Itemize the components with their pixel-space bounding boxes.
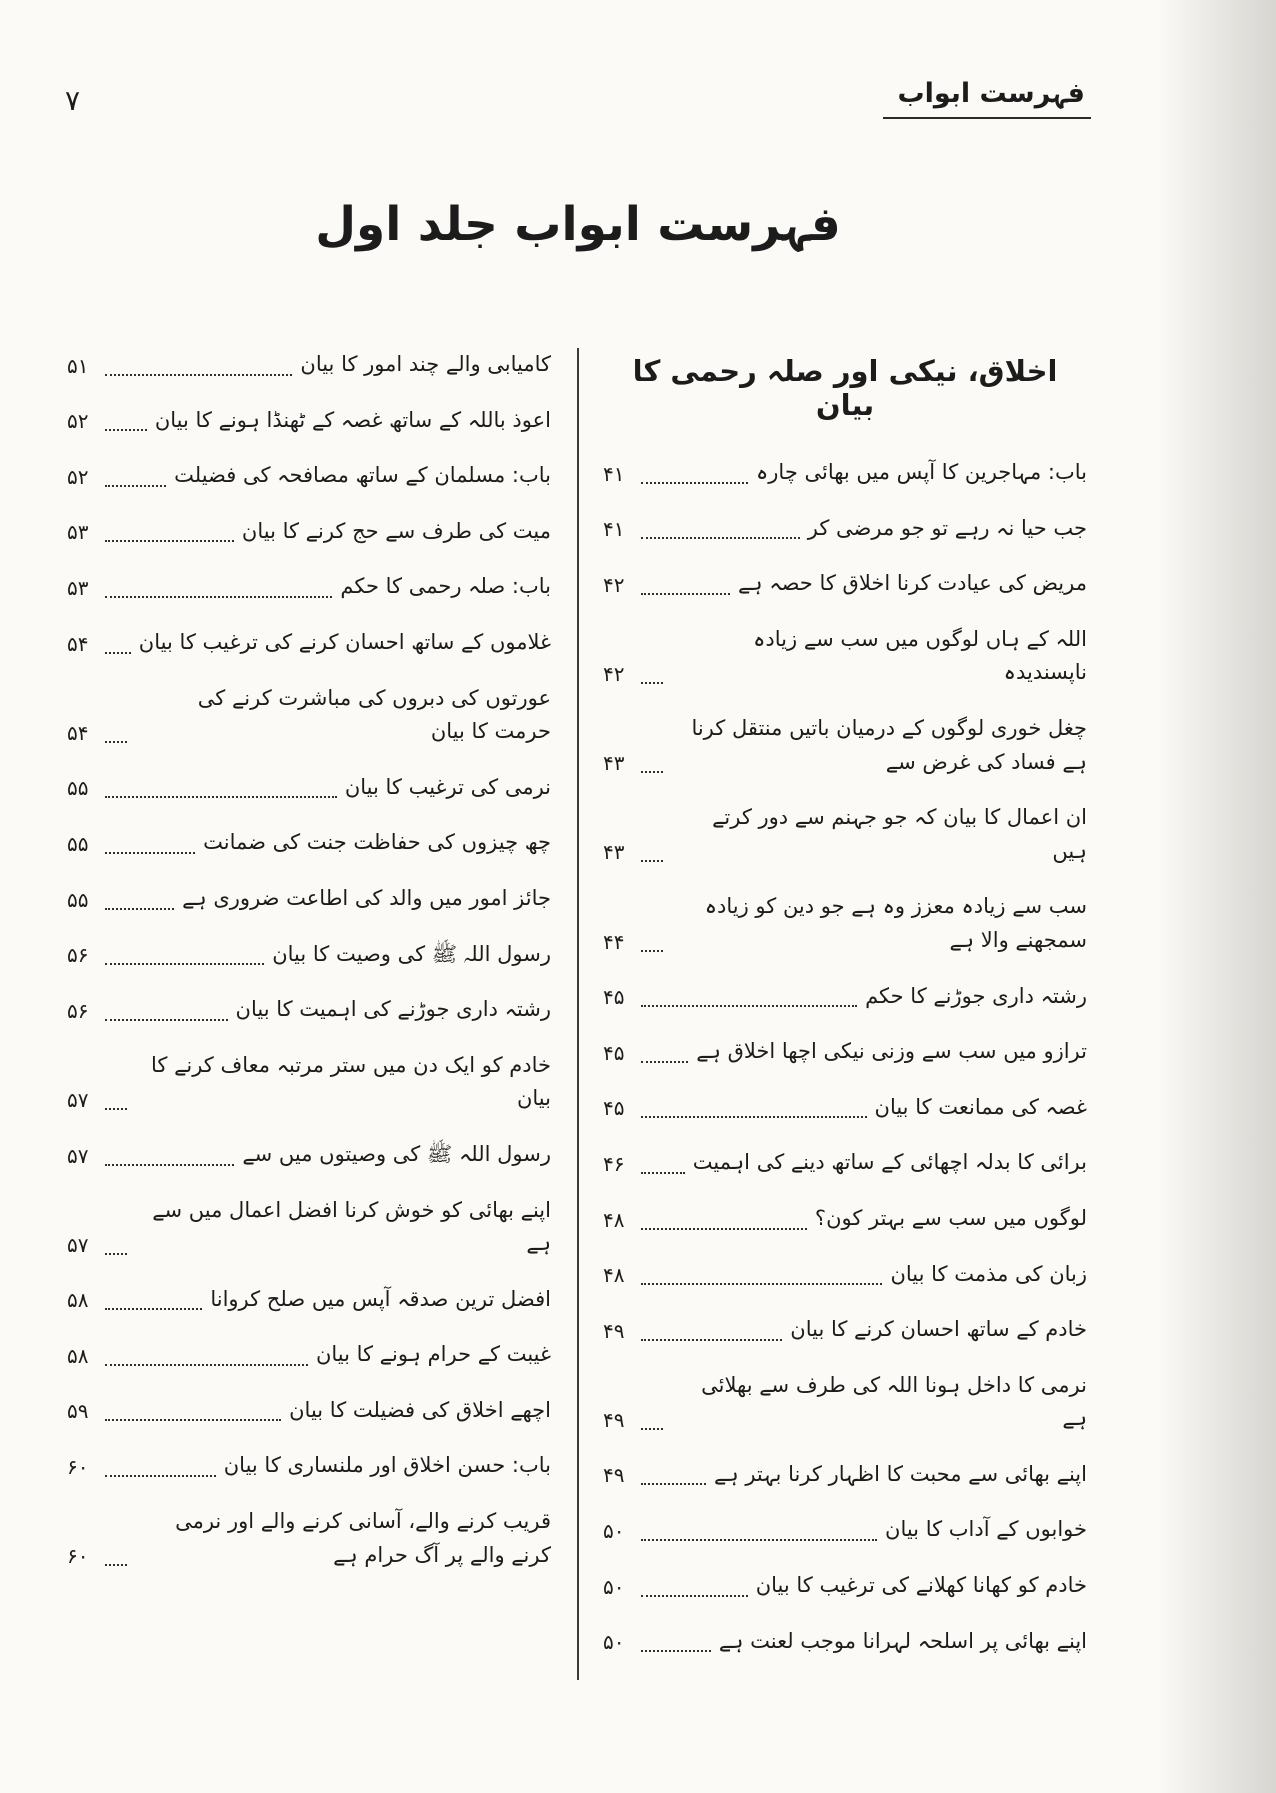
dotted-leader (641, 1339, 782, 1341)
toc-entry-page: ۴۳ (603, 840, 625, 865)
toc-entry-page: ۴۸ (603, 1263, 625, 1288)
toc-entry-title: جائز امور میں والد کی اطاعت ضروری ہے (182, 885, 551, 910)
toc-entry-page: ۴۸ (603, 1207, 625, 1232)
toc-entry-page: ۴۱ (603, 517, 625, 542)
dotted-leader (105, 1364, 308, 1366)
dotted-leader (105, 1164, 234, 1166)
toc-entry-title: ترازو میں سب سے وزنی نیکی اچھا اخلاق ہے (696, 1039, 1087, 1064)
dotted-leader (105, 1475, 216, 1477)
toc-entry-page: ۵۴ (67, 631, 89, 656)
dotted-leader (641, 1228, 807, 1230)
dotted-leader (105, 852, 195, 854)
toc-entry (67, 515, 551, 549)
toc-entry-title: اعوذ باللہ کے ساتھ غصہ کے ٹھنڈا ہونے کا بیان (154, 407, 551, 432)
toc-entry-title: افضل ترین صدقہ آپس میں صلح کروانا (210, 1286, 551, 1311)
toc-entry-title: قریب کرنے والے، آسانی کرنے والے اور نرمی کرنے والے پر آگ حرام ہے (175, 1509, 551, 1567)
dotted-leader (105, 1253, 127, 1255)
dotted-leader (105, 1019, 228, 1021)
page-number: ۷ (65, 84, 81, 117)
toc-entry-page: ۴۱ (603, 461, 625, 486)
toc-entry-page: ۵۰ (603, 1519, 625, 1544)
dotted-leader (641, 682, 663, 684)
toc-entry-title: غصہ کی ممانعت کا بیان (874, 1094, 1087, 1119)
toc-entry-title: رسول اللہ ﷺ کی وصیت کا بیان (272, 941, 551, 966)
toc-entry-title: چھ چیزوں کی حفاظت جنت کی ضمانت (203, 830, 551, 855)
page-title: فہرست ابواب جلد اول (315, 197, 841, 252)
dotted-leader (641, 1283, 882, 1285)
toc-entry-title: اپنے بھائی پر اسلحہ لہرانا موجب لعنت ہے (718, 1628, 1087, 1653)
toc-entry-page: ۵۷ (67, 1087, 89, 1112)
dotted-leader (641, 1005, 857, 1007)
toc-entry (603, 1513, 1087, 1547)
toc-entry-page: ۵۶ (67, 998, 89, 1023)
toc-entry-title: زبان کی مذمت کا بیان (890, 1261, 1087, 1286)
toc-entry-title: باب: مسلمان کے ساتھ مصافحہ کی فضیلت (174, 463, 551, 488)
toc-entry (603, 1258, 1087, 1292)
toc-entry-page: ۵۰ (603, 1630, 625, 1655)
toc-entry-page: ۵۰ (603, 1574, 625, 1599)
toc-entry (603, 1458, 1087, 1492)
toc-entry-title: اپنے بھائی کو خوش کرنا افضل اعمال میں سے ہے (152, 1197, 551, 1256)
toc-entry (67, 348, 551, 382)
toc-entry (67, 570, 551, 604)
toc-entry-page: ۵۱ (67, 353, 89, 378)
toc-entry-page: ۴۵ (603, 985, 625, 1010)
toc-entry (67, 882, 551, 916)
toc-entry-page: ۵۵ (67, 887, 89, 912)
toc-entry (603, 1313, 1087, 1347)
toc-entry-page: ۴۲ (603, 661, 625, 686)
toc-entry-title: نرمی کی ترغیب کا بیان (344, 774, 551, 799)
dotted-leader (641, 1539, 877, 1541)
toc-entry (603, 456, 1087, 490)
toc-entry-title: جب حیا نہ رہے تو جو مرضی کر (807, 515, 1087, 540)
dotted-leader (641, 1650, 711, 1652)
toc-entry-page: ۵۳ (67, 520, 89, 545)
dotted-leader (105, 1564, 127, 1566)
toc-entry (67, 1283, 551, 1317)
dotted-leader (105, 429, 147, 431)
toc-entry (603, 1625, 1087, 1659)
toc-entry-page: ۴۵ (603, 1040, 625, 1065)
running-header: فہرست ابواب (883, 78, 1091, 119)
toc-columns (65, 348, 1091, 1680)
toc-entry-title: اللہ کے ہاں لوگوں میں سب سے زیادہ ناپسندیدہ (753, 626, 1087, 685)
toc-entry-title: باب: حسن اخلاق اور ملنساری کا بیان (223, 1453, 551, 1478)
toc-entry (67, 1138, 551, 1172)
toc-entry (603, 801, 1087, 868)
dotted-leader (105, 540, 234, 542)
toc-entry (603, 1091, 1087, 1125)
toc-entry (67, 938, 551, 972)
dotted-leader (641, 1116, 867, 1118)
toc-entry-page: ۵۹ (67, 1399, 89, 1424)
toc-entry (67, 771, 551, 805)
toc-entry-title: خادم کو کھانا کھلانے کی ترغیب کا بیان (755, 1573, 1087, 1598)
toc-entry-page: ۵۴ (67, 720, 89, 745)
toc-entry-page: ۵۲ (67, 409, 89, 434)
toc-entry-title: اپنے بھائی سے محبت کا اظہار کرنا بہتر ہے (714, 1461, 1087, 1486)
toc-entry (67, 1505, 551, 1572)
toc-entry-title: غیبت کے حرام ہونے کا بیان (315, 1342, 551, 1367)
dotted-leader (641, 950, 663, 952)
toc-entry-page: ۴۹ (603, 1318, 625, 1343)
toc-entry-title: باب: صلہ رحمی کا حکم (340, 574, 551, 599)
toc-entry (603, 512, 1087, 546)
dotted-leader (641, 1061, 688, 1063)
toc-entry-title: برائی کا بدلہ اچھائی کے ساتھ دینے کی اہمیت (692, 1150, 1087, 1175)
dotted-leader (641, 860, 663, 862)
toc-entry-page: ۵۳ (67, 575, 89, 600)
dotted-leader (105, 652, 131, 654)
page-header (65, 78, 1091, 119)
toc-entry-page: ۵۷ (67, 1232, 89, 1257)
toc-entry-page: ۵۸ (67, 1343, 89, 1368)
toc-column-left (65, 348, 577, 1680)
dotted-leader (105, 963, 264, 965)
toc-entry-title: خادم کے ساتھ احسان کرنے کا بیان (790, 1317, 1087, 1342)
toc-entry (603, 980, 1087, 1014)
toc-entry (603, 1146, 1087, 1180)
dotted-leader (105, 1108, 127, 1110)
toc-entry-title: چغل خوری لوگوں کے درمیان باتیں منتقل کرنا ہے فساد کی غرض سے (691, 715, 1087, 774)
dotted-leader (641, 537, 800, 539)
dotted-leader (641, 1172, 685, 1174)
toc-entry-title: میت کی طرف سے حج کرنے کا بیان (241, 518, 551, 543)
dotted-leader (641, 1428, 663, 1430)
dotted-leader (641, 1595, 748, 1597)
dotted-leader (641, 482, 748, 484)
section-heading: اخلاق، نیکی اور صلہ رحمی کا بیان (632, 354, 1058, 422)
toc-entry (67, 1194, 551, 1261)
toc-entry-title: عورتوں کی دبروں کی مباشرت کرنے کی حرمت کا بیان (197, 685, 551, 744)
toc-entry (603, 1569, 1087, 1603)
toc-entry-page: ۵۸ (67, 1288, 89, 1313)
toc-entry-page: ۴۴ (603, 929, 625, 954)
toc-entry-page: ۴۹ (603, 1463, 625, 1488)
toc-entry-page: ۴۶ (603, 1151, 625, 1176)
dotted-leader (105, 596, 332, 598)
dotted-leader (105, 1419, 281, 1421)
toc-entry (67, 626, 551, 660)
toc-entry (67, 826, 551, 860)
toc-entry (67, 1394, 551, 1428)
toc-entry-title: رشتہ داری جوڑنے کا حکم (865, 983, 1087, 1008)
toc-entry-page: ۴۵ (603, 1096, 625, 1121)
toc-entry (67, 1049, 551, 1116)
toc-entry-page: ۵۷ (67, 1143, 89, 1168)
toc-entry (67, 404, 551, 438)
toc-entry-title: ان اعمال کا بیان کہ جو جہنم سے دور کرتے ہیں (712, 805, 1087, 863)
toc-entry-page: ۴۳ (603, 751, 625, 776)
dotted-leader (105, 741, 127, 743)
toc-entry-title: مریض کی عیادت کرنا اخلاق کا حصہ ہے (738, 571, 1087, 596)
dotted-leader (105, 796, 337, 798)
toc-entry (603, 890, 1087, 957)
toc-entry-page: ۵۲ (67, 464, 89, 489)
toc-entry-title: لوگوں میں سب سے بہتر کون؟ (814, 1205, 1087, 1230)
toc-entry-page: ۴۲ (603, 572, 625, 597)
toc-entry-title: خوابوں کے آداب کا بیان (885, 1517, 1087, 1542)
dotted-leader (105, 485, 166, 487)
toc-entry-title: نرمی کا داخل ہونا اللہ کی طرف سے بھلائی ہے (701, 1372, 1087, 1431)
toc-entry-title: سب سے زیادہ معزز وہ ہے جو دین کو زیادہ سمجھنے والا ہے (704, 894, 1087, 952)
toc-entry-page: ۴۹ (603, 1407, 625, 1432)
toc-entry (67, 459, 551, 493)
toc-entry (67, 1338, 551, 1372)
toc-entry (603, 623, 1087, 690)
toc-entry-page: ۵۶ (67, 943, 89, 968)
toc-entry-title: رشتہ داری جوڑنے کی اہمیت کا بیان (235, 997, 551, 1022)
toc-entry-page: ۵۵ (67, 831, 89, 856)
toc-entry-title: غلاموں کے ساتھ احسان کرنے کی ترغیب کا بیان (138, 629, 551, 654)
toc-entry (67, 1449, 551, 1483)
toc-entry (603, 1035, 1087, 1069)
toc-entry (603, 1369, 1087, 1436)
toc-entry (603, 1202, 1087, 1236)
dotted-leader (105, 374, 292, 376)
dotted-leader (641, 1483, 706, 1485)
dotted-leader (641, 771, 663, 773)
toc-entry (603, 712, 1087, 779)
toc-entry-page: ۵۵ (67, 776, 89, 801)
toc-entry-title: اچھے اخلاق کی فضیلت کا بیان (289, 1397, 551, 1422)
toc-entry (67, 993, 551, 1027)
toc-entry-title: خادم کو ایک دن میں ستر مرتبہ معاف کرنے کا بیان (151, 1052, 551, 1111)
toc-entry (67, 682, 551, 749)
toc-entry-title: رسول اللہ ﷺ کی وصیتوں میں سے (242, 1141, 551, 1166)
toc-entry-title: باب: مہاجرین کا آپس میں بھائی چارہ (755, 460, 1087, 484)
toc-entry-title: کامیابی والے چند امور کا بیان (300, 352, 551, 376)
dotted-leader (105, 908, 174, 910)
toc-entry-page: ۶۰ (67, 1455, 89, 1480)
dotted-leader (641, 593, 730, 595)
toc-entry (603, 567, 1087, 601)
dotted-leader (105, 1308, 202, 1310)
toc-column-right (577, 348, 1091, 1680)
toc-entry-page: ۶۰ (67, 1544, 89, 1569)
